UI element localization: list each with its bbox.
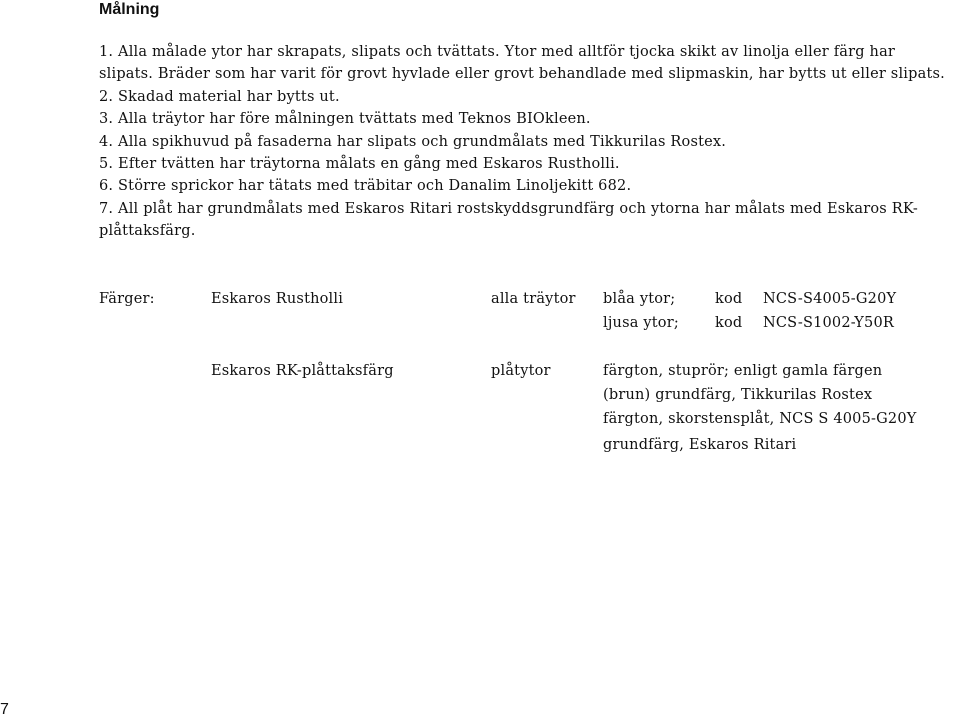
product-name: Eskaros RK-plåttaksfärg <box>211 363 394 379</box>
color-row <box>99 311 959 335</box>
list-item: 1. Alla målade ytor har skrapats, slipats och tvättats. Ytor med alltför tjocka skikt av linolja eller färg har slipats. Bräder som har varit för grovt hyvlade eller grovt behandlade med slipmaskin, har bytts ut eller slipats. <box>99 44 945 83</box>
page-title: Målning <box>99 1 160 18</box>
color-description: (brun) grundfärg, Tikkurilas Rostex <box>603 387 873 403</box>
surface-type: alla träytor <box>491 291 576 307</box>
list-item: 3. Alla träytor har före målningen tvättats med Teknos BIOkleen. <box>99 111 591 128</box>
color-description: färgton, stuprör; enligt gamla färgen <box>603 363 883 379</box>
ncs-code: NCS-S4005-G20Y <box>763 291 897 307</box>
color-row <box>99 287 959 311</box>
color-description: färgton, skorstensplåt, NCS S 4005-G20Y <box>603 411 917 427</box>
color-description: grundfärg, Eskaros Ritari <box>603 437 797 453</box>
page-number: 7 <box>0 701 9 718</box>
product-name: Eskaros Rustholli <box>211 291 344 307</box>
list-item: 7. All plåt har grundmålats med Eskaros Ritari rostskyddsgrundfärg och ytorna har målats med Eskaros RK-plåttaksfärg. <box>99 200 918 240</box>
color-row <box>99 433 959 457</box>
list-item: 6. Större sprickor har tätats med träbitar och Danalim Linoljekitt 682. <box>99 178 632 195</box>
color-description: blåa ytor; <box>603 291 676 307</box>
color-row <box>99 359 959 383</box>
list-item: 2. Skadad material har bytts ut. <box>99 88 340 105</box>
color-row <box>99 407 959 431</box>
list-item: 4. Alla spikhuvud på fasaderna har slipats och grundmålats med Tikkurilas Rostex. <box>99 133 727 150</box>
color-table <box>99 287 959 457</box>
surface-type: plåtytor <box>491 363 551 379</box>
spacer <box>99 335 959 359</box>
color-row <box>99 383 959 407</box>
work-list <box>99 41 949 243</box>
code-label: kod <box>715 291 743 307</box>
list-item: 5. Efter tvätten har träytorna målats en gång med Eskaros Rustholli. <box>99 156 620 173</box>
colors-label: Färger: <box>99 291 155 307</box>
ncs-code: NCS-S1002-Y50R <box>763 315 895 331</box>
code-label: kod <box>715 315 743 331</box>
color-description: ljusa ytor; <box>603 315 679 331</box>
